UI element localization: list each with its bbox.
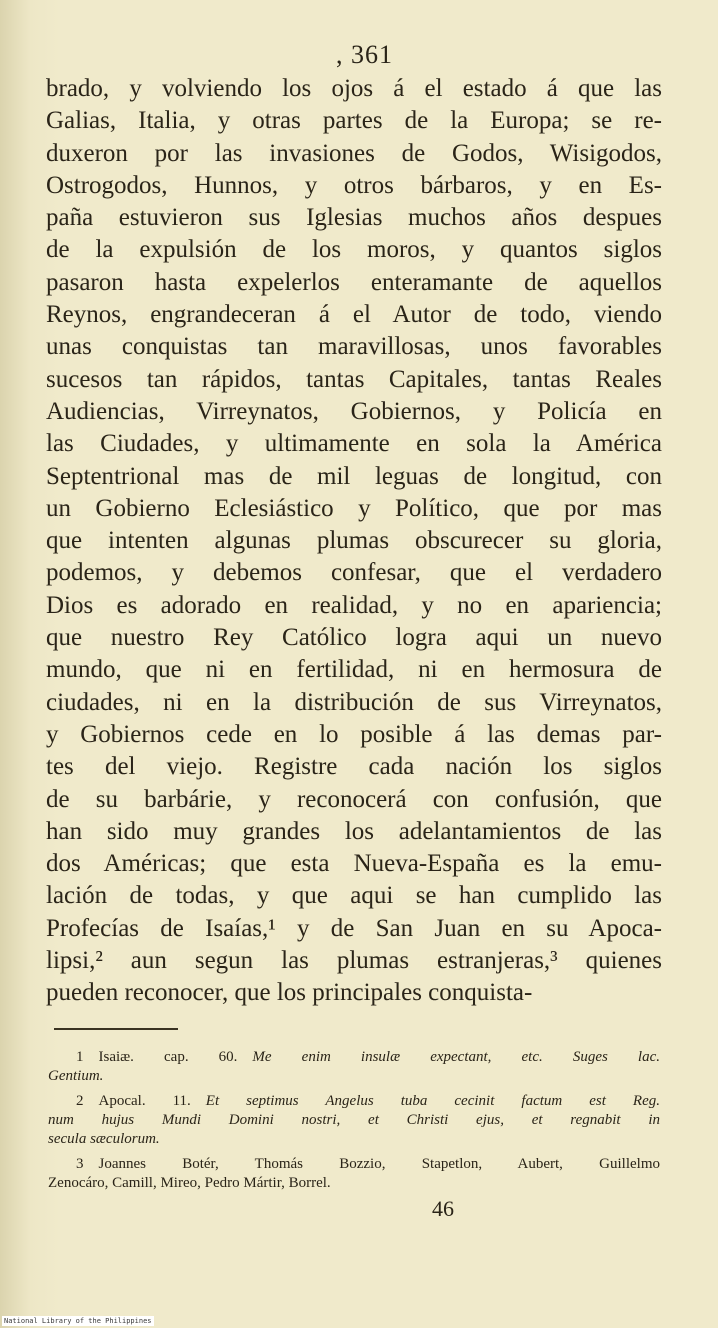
body-line: Galias, Italia, y otras partes de la Europa; se re-: [46, 107, 662, 135]
footnote-2: [48, 1092, 660, 1149]
body-line: Profecías de Isaías,¹ y de San Juan en su Apoca-: [46, 914, 662, 942]
body-line: Dios es adorado en realidad, y no en apariencia;: [46, 591, 662, 619]
body-line: un Gobierno Eclesiástico y Político, que por mas: [46, 494, 662, 522]
signature-mark: 46: [432, 1196, 454, 1221]
footnote-source: Apocal. 11.: [98, 1093, 191, 1109]
body-line: duxeron por las invasiones de Godos, Wisigodos,: [46, 139, 662, 167]
footnote-marker: 2: [76, 1093, 84, 1109]
body-line: que nuestro Rey Católico logra aqui un nuevo: [46, 624, 662, 652]
footnote-source: Isaiæ. cap. 60.: [98, 1049, 238, 1065]
footnote-line: [48, 1048, 660, 1067]
footnote-quote: Et septimus Angelus tuba cecinit factum est Reg.: [205, 1093, 660, 1109]
footnote-line: secula sæculorum.: [48, 1131, 160, 1147]
body-line: Septentrional mas de mil leguas de longitud, con: [46, 462, 662, 490]
body-line: podemos, y debemos confesar, que el verdadero: [46, 559, 662, 587]
footnote-line: Gentium.: [48, 1068, 104, 1084]
body-line: unas conquistas tan maravillosas, unos favorables: [46, 333, 662, 361]
body-line: Audiencias, Virreynatos, Gobiernos, y Policía en: [46, 397, 662, 425]
body-line: sucesos tan rápidos, tantas Capitales, tantas Reales: [46, 365, 662, 393]
body-line: que intenten algunas plumas obscurecer su gloria,: [46, 527, 662, 555]
body-text: [46, 73, 662, 1010]
footnotes: [48, 1048, 660, 1199]
body-line: lipsi,² aun segun las plumas estranjeras,³ quienes: [46, 947, 662, 975]
body-line: brado, y volviendo los ojos á el estado á que las: [46, 75, 662, 102]
page-number: , 361: [336, 40, 393, 69]
body-line: lación de todas, y que aqui se han cumplido las: [46, 882, 662, 910]
body-line: Reynos, engrandeceran á el Autor de todo, viendo: [46, 301, 662, 329]
footnote-line: num hujus Mundi Domini nostri, et Christi ejus, et regnabit in: [48, 1112, 660, 1128]
body-line: paña estuvieron sus Iglesias muchos años despues: [46, 204, 662, 232]
body-line: pueden reconocer, que los principales conquista-: [46, 979, 533, 1007]
body-line: las Ciudades, y ultimamente en sola la América: [46, 430, 662, 458]
body-line: mundo, que ni en fertilidad, ni en hermosura de: [46, 656, 662, 684]
body-line: tes del viejo. Registre cada nación los siglos: [46, 753, 662, 781]
footnote-divider: [54, 1028, 178, 1030]
footnote-line: [48, 1092, 660, 1111]
library-credit: National Library of the Philippines: [4, 1317, 152, 1325]
footnote-marker: 3: [76, 1156, 84, 1172]
body-line: Ostrogodos, Hunnos, y otros bárbaros, y en Es-: [46, 171, 662, 199]
footnote-1: [48, 1048, 660, 1086]
body-line: pasaron hasta expelerlos enteramante de aquellos: [46, 268, 662, 296]
body-line: ciudades, ni en la distribución de sus Virreynatos,: [46, 688, 662, 716]
body-line: han sido muy grandes los adelantamientos de las: [46, 817, 662, 845]
footnote-line: [48, 1155, 660, 1174]
footnote-line: Zenocáro, Camill, Mireo, Pedro Mártir, Borrel.: [48, 1175, 331, 1191]
body-line: y Gobiernos cede en lo posible á las demas par-: [46, 720, 662, 748]
body-line: de su barbárie, y reconocerá con confusión, que: [46, 785, 662, 813]
body-line: dos Américas; que esta Nueva-España es la emu-: [46, 850, 662, 878]
footnote-marker: 1: [76, 1049, 84, 1065]
footnote-3: [48, 1155, 660, 1193]
footnote-quote: Me enim insulæ expectant, etc. Suges lac.: [252, 1049, 660, 1065]
body-line: de la expulsión de los moros, y quantos siglos: [46, 236, 662, 264]
footnote-text: Joannes Botér, Thomás Bozzio, Stapetlon, Aubert, Guillelmo: [98, 1156, 660, 1172]
